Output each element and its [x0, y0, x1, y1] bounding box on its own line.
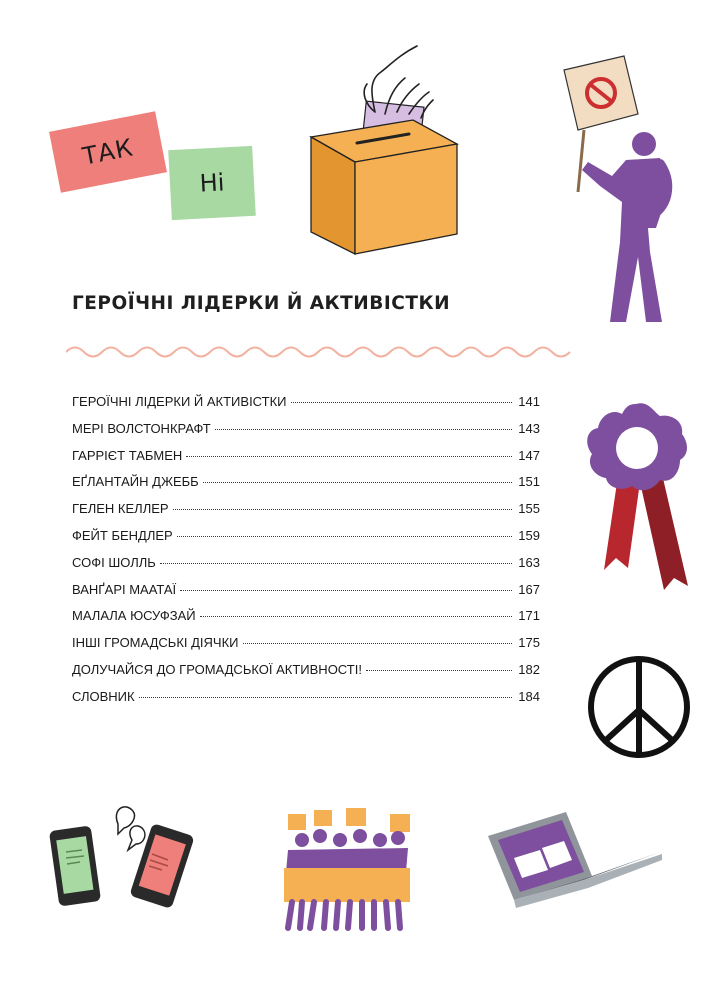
- toc-entry-title: ВАНҐАРІ МААТАЇ: [72, 581, 177, 597]
- toc-entry-page: 159: [518, 527, 540, 543]
- toc-entry-title: ФЕЙТ БЕНДЛЕР: [72, 527, 173, 543]
- toc-entry-title: ІНШІ ГРОМАДСЬКІ ДІЯЧКИ: [72, 635, 239, 651]
- toc-entry[interactable]: [72, 394, 540, 421]
- toc-entry-page: 182: [518, 661, 540, 677]
- ballot-box-icon: [305, 42, 465, 257]
- toc-entry[interactable]: [72, 635, 540, 662]
- table-of-contents: [72, 394, 540, 716]
- toc-leader-dots: [186, 456, 512, 457]
- toc-entry[interactable]: [72, 421, 540, 448]
- toc-leader-dots: [215, 429, 512, 430]
- toc-entry[interactable]: [72, 501, 540, 528]
- toc-leader-dots: [173, 509, 512, 510]
- wavy-divider: [66, 344, 572, 360]
- toc-leader-dots: [180, 590, 512, 591]
- toc-entry[interactable]: [72, 582, 540, 609]
- toc-entry-title: СЛОВНИК: [72, 688, 135, 704]
- toc-leader-dots: [160, 563, 512, 564]
- crowd-protest-icon: [278, 806, 414, 932]
- toc-entry-title: ЕҐЛАНТАЙН ДЖЕББ: [72, 474, 199, 490]
- toc-leader-dots: [291, 402, 513, 403]
- section-title: ГЕРОЇЧНІ ЛІДЕРКИ Й АКТИВІСТКИ: [72, 293, 451, 314]
- toc-entry-page: 171: [518, 608, 540, 624]
- laptop-icon: [484, 808, 664, 918]
- toc-entry[interactable]: [72, 555, 540, 582]
- toc-leader-dots: [200, 616, 512, 617]
- smartphones-icon: [48, 800, 203, 915]
- award-rosette-icon: [584, 398, 694, 598]
- toc-entry-page: 184: [518, 688, 540, 704]
- toc-entry-page: 151: [518, 474, 540, 490]
- no-sign: [168, 146, 256, 220]
- toc-entry-title: ДОЛУЧАЙСЯ ДО ГРОМАДСЬКОЇ АКТИВНОСТІ!: [72, 661, 362, 677]
- toc-leader-dots: [139, 697, 512, 698]
- toc-entry-title: МАЛАЛА ЮСУФЗАЙ: [72, 608, 196, 624]
- yes-sign-label: ТАК: [80, 133, 136, 171]
- toc-entry[interactable]: [72, 689, 540, 716]
- toc-entry[interactable]: [72, 448, 540, 475]
- yes-sign: [49, 111, 167, 192]
- toc-entry-title: МЕРІ ВОЛСТОНКРАФТ: [72, 420, 211, 436]
- toc-leader-dots: [366, 670, 512, 671]
- toc-entry[interactable]: [72, 528, 540, 555]
- no-sign-label: Ні: [198, 168, 226, 198]
- toc-entry-title: ГАРРІЄТ ТАБМЕН: [72, 447, 183, 463]
- toc-entry[interactable]: [72, 662, 540, 689]
- toc-leader-dots: [203, 482, 512, 483]
- protester-icon: [560, 52, 680, 327]
- toc-entry-page: 175: [518, 635, 540, 651]
- toc-entry[interactable]: [72, 608, 540, 635]
- toc-entry-page: 163: [518, 554, 540, 570]
- toc-leader-dots: [177, 536, 512, 537]
- toc-entry-page: 167: [518, 581, 540, 597]
- toc-entry-page: 141: [518, 394, 540, 409]
- toc-entry-page: 147: [518, 447, 540, 463]
- toc-entry-page: 155: [518, 501, 540, 517]
- toc-entry-page: 143: [518, 420, 540, 436]
- peace-sign-icon: [582, 650, 696, 764]
- toc-leader-dots: [243, 643, 512, 644]
- toc-entry-title: ГЕЛЕН КЕЛЛЕР: [72, 501, 169, 517]
- toc-entry-title: СОФІ ШОЛЛЬ: [72, 554, 156, 570]
- toc-entry-title: ГЕРОЇЧНІ ЛІДЕРКИ Й АКТИВІСТКИ: [72, 394, 287, 409]
- toc-entry[interactable]: [72, 474, 540, 501]
